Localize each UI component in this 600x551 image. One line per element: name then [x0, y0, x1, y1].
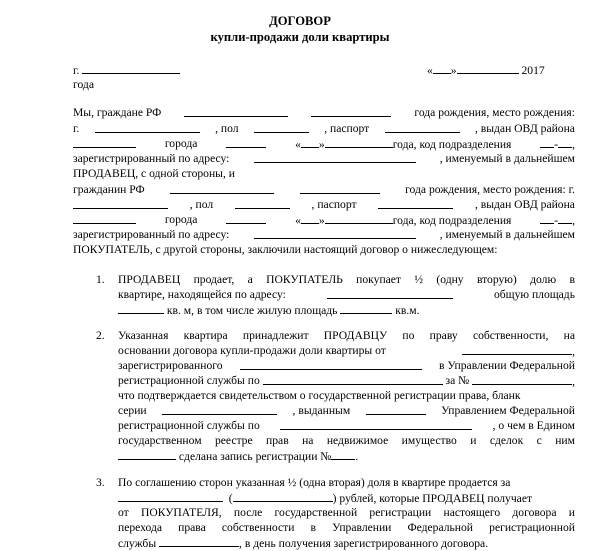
section-2-line-3: зарегистрированного в Управлении Федеральной	[118, 359, 575, 372]
date-line: « » 2017	[427, 64, 545, 77]
section-2-line-6: серии , выданным Управлением Федеральной	[118, 404, 575, 417]
section-1-line-1: ПРОДАВЕЦ продает, а ПОКУПАТЕЛЬ покупает ½ (одну вторую) долю в	[118, 273, 575, 286]
section-3-line-2: ( ) рублей, которые ПРОДАВЕЦ получает	[118, 490, 532, 506]
party-line-7: , пол , паспорт , выдан ОВД района	[73, 197, 575, 212]
party-line-2: г. , пол , паспорт , выдан ОВД района	[73, 122, 575, 135]
month-blank	[457, 62, 519, 74]
section-1-line-3: кв. м, в том числе жилую площадь кв.м.	[118, 302, 420, 318]
party-line-9: зарегистрированный по адресу: , именуемый в дальнейшем	[73, 228, 575, 241]
party-line-6: гражданин РФ года рождения, место рождения: г.	[73, 183, 575, 196]
section-3-line-5: службы , в день получения зарегистрированного договора.	[118, 537, 489, 550]
section-2-line-2: основании договора купли-продажи доли квартиры от ,	[118, 344, 575, 358]
party-line-3: города « » года, код подразделения - ,	[73, 136, 575, 152]
section-1-line-2: квартире, находящейся по адресу: общую площадь	[118, 288, 575, 301]
section-3-number: 3.	[96, 476, 105, 489]
section-2-line-9: сделана запись регистрации № .	[118, 448, 358, 464]
document-subtitle: купли-продажи доли квартиры	[210, 30, 390, 44]
year-word: года	[73, 78, 94, 91]
city-line: г.	[73, 62, 180, 78]
party-line-4: зарегистрированный по адресу: , именуемый в дальнейшем	[73, 152, 575, 165]
section-2-line-5: что подтверждается свидетельством о государственной регистрации права, бланк	[118, 389, 521, 402]
section-2-line-1: Указанная квартира принадлежит ПРОДАВЦУ по праву собственности, на	[118, 329, 575, 342]
party-line-1: Мы, граждане РФ года рождения, место рождения:	[73, 106, 575, 119]
section-2-line-8: государственном реестре прав на недвижимое имущество и сделок с ним	[118, 434, 575, 447]
party-line-5: ПРОДАВЕЦ, с одной стороны, и	[73, 167, 235, 180]
section-1-number: 1.	[96, 273, 105, 286]
city-blank	[82, 62, 180, 74]
party-line-10: ПОКУПАТЕЛЬ, с другой стороны, заключили настоящий договор о нижеследующем:	[73, 243, 498, 256]
section-3-line-1: По соглашению сторон указанная ½ (одна вторая) доля в квартире продается за	[118, 476, 511, 489]
day-blank	[433, 62, 451, 74]
section-2-line-4: регистрационной службы по за № ,	[118, 374, 575, 388]
section-3-line-4: перехода права собственности в Управлении Федеральной регистрационной	[118, 521, 575, 534]
section-2-line-7: регистрационной службы по , о чем в Едином	[118, 419, 575, 432]
section-2-number: 2.	[96, 329, 105, 342]
section-3-line-3: от ПОКУПАТЕЛЯ, после государственной регистрации настоящего договора и	[118, 506, 575, 519]
party-line-8: города « » года, код подразделения - ,	[73, 212, 575, 228]
document-title: ДОГОВОР	[269, 14, 331, 28]
